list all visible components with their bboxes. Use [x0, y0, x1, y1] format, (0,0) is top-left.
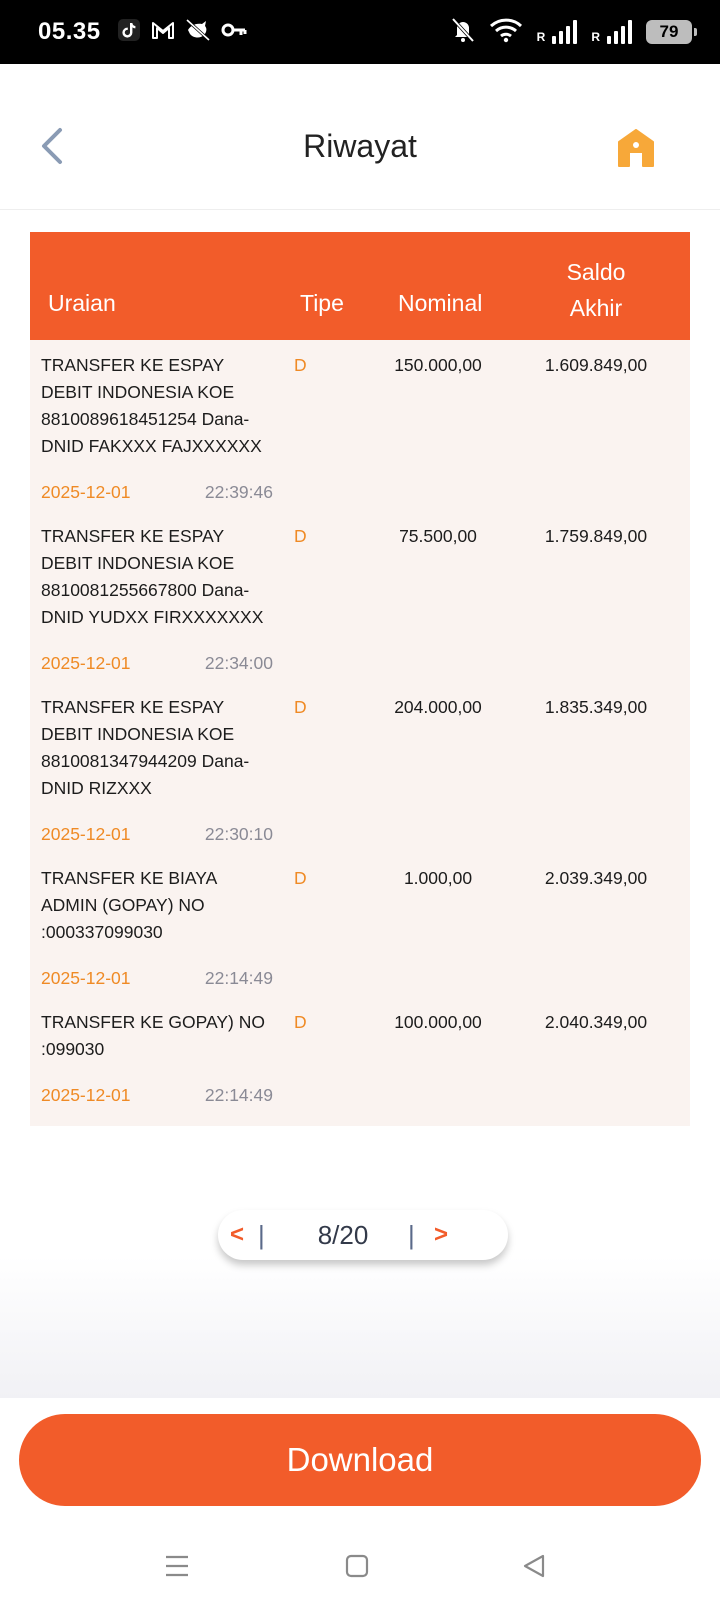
key-icon — [221, 20, 247, 45]
pager-separator: | — [258, 1219, 265, 1250]
column-tipe: Tipe — [300, 290, 344, 316]
notification-icons — [117, 18, 247, 47]
row-date: 2025-12-01 — [41, 653, 131, 673]
row-description: TRANSFER KE BIAYA ADMIN (GOPAY) NO :000337099030 — [41, 868, 217, 942]
status-time: 05.35 — [38, 18, 101, 45]
pagination — [218, 1210, 508, 1260]
row-tipe: D — [294, 355, 307, 375]
mute-icon — [451, 17, 475, 48]
row-time: 22:14:49 — [204, 968, 273, 988]
signal-icon: R — [537, 20, 578, 44]
table-row[interactable] — [30, 853, 690, 997]
home-button[interactable] — [616, 126, 656, 170]
row-nominal: 1.000,00 — [403, 868, 473, 888]
row-date: 2025-12-01 — [41, 824, 131, 844]
row-saldo: 1.759.849,00 — [544, 526, 648, 546]
row-nominal: 75.500,00 — [399, 526, 477, 546]
row-saldo: 1.609.849,00 — [544, 355, 648, 375]
prev-page-button[interactable]: < — [230, 1221, 245, 1248]
row-date: 2025-12-01 — [41, 482, 131, 502]
row-tipe: D — [294, 868, 307, 888]
page-indicator: 8/20 — [317, 1219, 369, 1250]
tiktok-icon — [117, 18, 141, 47]
row-nominal: 150.000,00 — [394, 355, 482, 375]
row-description: TRANSFER KE ESPAY DEBIT INDONESIA KOE 8810081255667800 Dana-DNID YUDXX FIRXXXXXXX — [41, 526, 264, 627]
signal-icon: R — [591, 20, 632, 44]
download-button[interactable]: Download — [19, 1414, 701, 1506]
column-saldo-akhir: Saldo Akhir — [566, 259, 626, 321]
row-saldo: 2.040.349,00 — [544, 1012, 648, 1032]
row-date: 2025-12-01 — [41, 1085, 131, 1105]
row-time: 22:14:49 — [204, 1085, 273, 1105]
transaction-table — [30, 232, 690, 1126]
row-tipe: D — [294, 1012, 307, 1032]
row-date: 2025-12-01 — [41, 968, 131, 988]
row-nominal: 100.000,00 — [394, 1012, 482, 1032]
status-bar — [0, 0, 720, 64]
home-icon — [616, 126, 656, 170]
next-page-button[interactable]: > — [434, 1221, 449, 1248]
row-saldo: 2.039.349,00 — [544, 868, 648, 888]
table-row[interactable] — [30, 682, 690, 853]
app-header — [0, 64, 720, 210]
system-status — [451, 17, 692, 48]
wifi-icon — [489, 17, 523, 48]
table-header — [30, 232, 690, 340]
row-saldo: 1.835.349,00 — [544, 697, 648, 717]
row-description: TRANSFER KE ESPAY DEBIT INDONESIA KOE 8810089618451254 Dana-DNID FAKXXX FAJXXXXXX — [41, 355, 262, 456]
menu-icon[interactable] — [163, 1552, 191, 1585]
home-square-icon[interactable] — [343, 1552, 371, 1585]
bird-icon — [185, 18, 211, 47]
row-description: TRANSFER KE ESPAY DEBIT INDONESIA KOE 8810081347944209 Dana-DNID RIZXXX — [41, 697, 250, 798]
system-nav-bar — [0, 1548, 720, 1588]
row-time: 22:39:46 — [204, 482, 273, 502]
column-nominal: Nominal — [398, 290, 483, 316]
row-tipe: D — [294, 697, 307, 717]
battery-indicator: 79 — [646, 20, 692, 44]
page-title: Riwayat — [303, 128, 417, 164]
row-time: 22:34:00 — [204, 653, 273, 673]
pager-separator: | — [408, 1219, 415, 1250]
back-triangle-icon[interactable] — [520, 1552, 548, 1585]
table-row[interactable] — [30, 997, 690, 1114]
table-row[interactable] — [30, 511, 690, 682]
gmail-icon — [151, 19, 175, 46]
row-description: TRANSFER KE GOPAY) NO :099030 — [41, 1012, 265, 1059]
content-area — [0, 210, 720, 1398]
table-row[interactable] — [30, 340, 690, 511]
row-nominal: 204.000,00 — [394, 697, 482, 717]
footer — [0, 1398, 720, 1612]
row-time: 22:30:10 — [204, 824, 273, 844]
table-body — [30, 340, 690, 1126]
column-uraian: Uraian — [48, 290, 116, 316]
row-tipe: D — [294, 526, 307, 546]
